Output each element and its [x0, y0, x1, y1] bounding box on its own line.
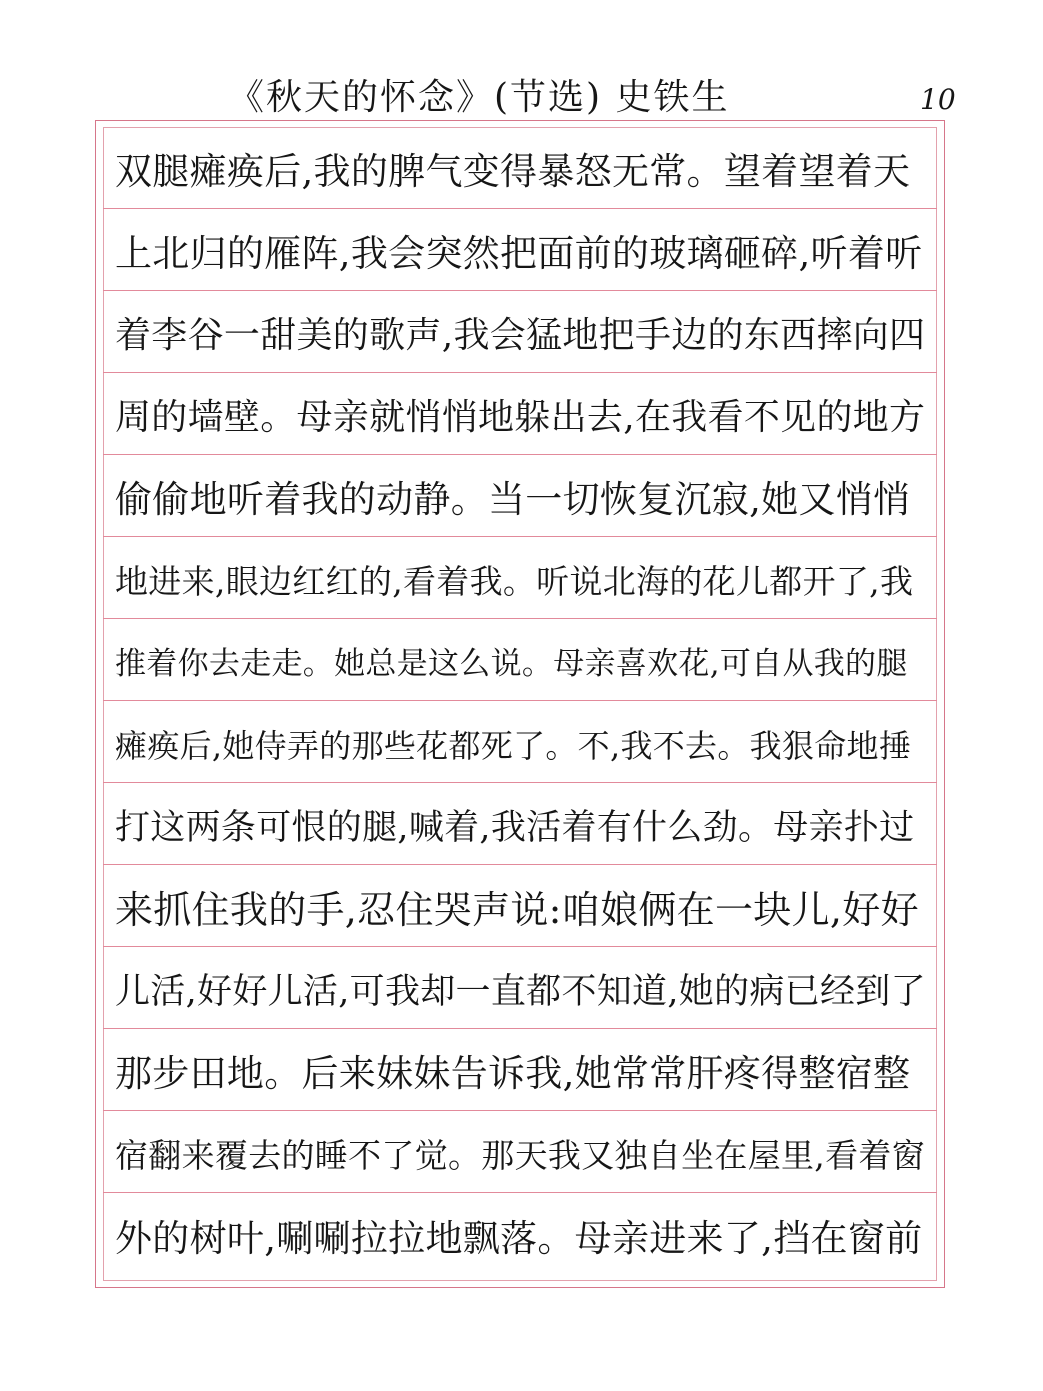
line-text: 偷偷地听着我的动静。当一切恢复沉寂,她又悄悄 — [115, 478, 911, 521]
line-text: 上北归的雁阵,我会突然把面前的玻璃砸碎,听着听 — [115, 232, 923, 275]
text-line — [103, 537, 937, 619]
text-line — [103, 209, 937, 291]
text-line — [103, 291, 937, 373]
text-line — [103, 865, 937, 947]
text-line — [103, 1193, 937, 1275]
line-text: 推着你去走走。她总是这么说。母亲喜欢花,可自从我的腿 — [115, 646, 908, 682]
text-line — [103, 1029, 937, 1111]
text-line — [103, 127, 937, 209]
text-line — [103, 1111, 937, 1193]
line-text: 宿翻来覆去的睡不了觉。那天我又独自坐在屋里,看着窗 — [115, 1136, 925, 1175]
handwritten-text-block — [103, 127, 937, 1281]
line-text: 来抓住我的手,忍住哭声说:咱娘俩在一块儿,好好 — [115, 888, 919, 932]
text-line — [103, 947, 937, 1029]
page-number: 10 — [920, 83, 956, 116]
line-text: 周的墙壁。母亲就悄悄地躲出去,在我看不见的地方 — [115, 397, 926, 438]
line-text: 打这两条可恨的腿,喊着,我活着有什么劲。母亲扑过 — [115, 808, 915, 848]
text-line — [103, 619, 937, 701]
line-text: 那步田地。后来妹妹告诉我,她常常肝疼得整宿整 — [115, 1052, 911, 1095]
line-text: 双腿瘫痪后,我的脾气变得暴怒无常。望着望着天 — [115, 150, 911, 193]
line-text: 地进来,眼边红红的,看着我。听说北海的花儿都开了,我 — [115, 562, 914, 601]
text-line — [103, 373, 937, 455]
text-line — [103, 783, 937, 865]
line-text: 外的树叶,唰唰拉拉地飘落。母亲进来了,挡在窗前 — [115, 1217, 923, 1260]
page-title: 《秋天的怀念》(节选) 史铁生 — [228, 77, 730, 118]
text-line — [103, 455, 937, 537]
line-text: 着李谷一甜美的歌声,我会猛地把手边的东西摔向四 — [115, 315, 926, 356]
line-text: 儿活,好好儿活,可我却一直都不知道,她的病已经到了 — [115, 972, 926, 1012]
text-line — [103, 701, 937, 783]
line-text: 瘫痪后,她侍弄的那些花都死了。不,我不去。我狠命地捶 — [115, 727, 912, 765]
